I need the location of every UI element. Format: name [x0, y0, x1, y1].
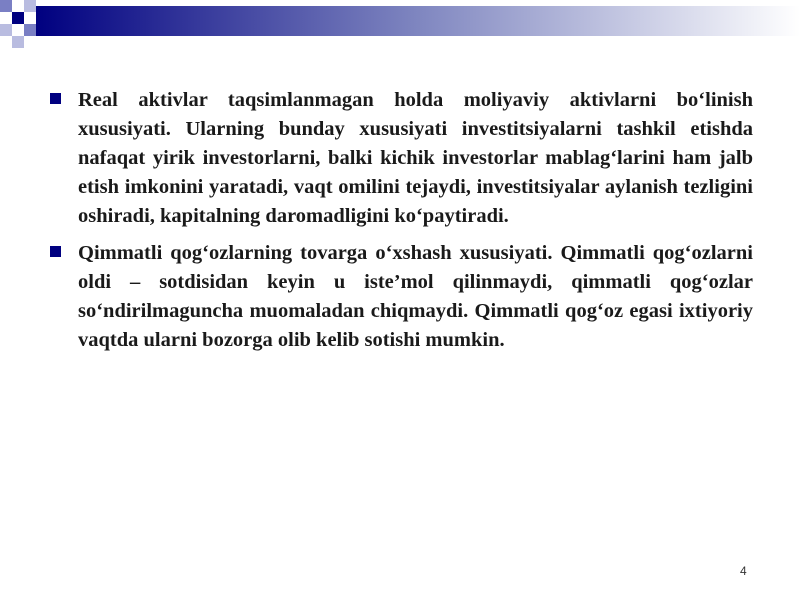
bullet-item — [48, 86, 753, 231]
square-bullet-icon — [50, 93, 61, 104]
bullet-item — [48, 239, 753, 355]
page-number: 4 — [740, 564, 747, 578]
bullet-text: Real aktivlar taqsimlanmagan holda moliyaviy aktivlarni bo‘linish xususiyati. Ularning bunday xususiyati investitsiyalarni tashkil etishda nafaqat yirik investorlarni, balki kichik investorlar mablag‘larini ham jalb etish imkonini yaratadi, vaqt omilini tejaydi, investitsiyalar aylanish tezligini oshiradi, kapitalning daromadligini ko‘paytiradi. — [78, 89, 753, 227]
header-decoration — [0, 0, 800, 60]
bullet-text: Qimmatli qog‘ozlarning tovarga o‘xshash xususiyati. Qimmatli qog‘ozlarni oldi – sotdisidan keyin u iste’mol qilinmaydi, qimmatli qog‘ozlar so‘ndirilmaguncha muomaladan chiqmaydi. Qimmatli qog‘oz egasi ixtiyoriy vaqtda ularni bozorga olib kelib sotishi mumkin. — [78, 242, 753, 351]
square-bullet-icon — [50, 246, 61, 257]
slide-body — [48, 86, 753, 363]
